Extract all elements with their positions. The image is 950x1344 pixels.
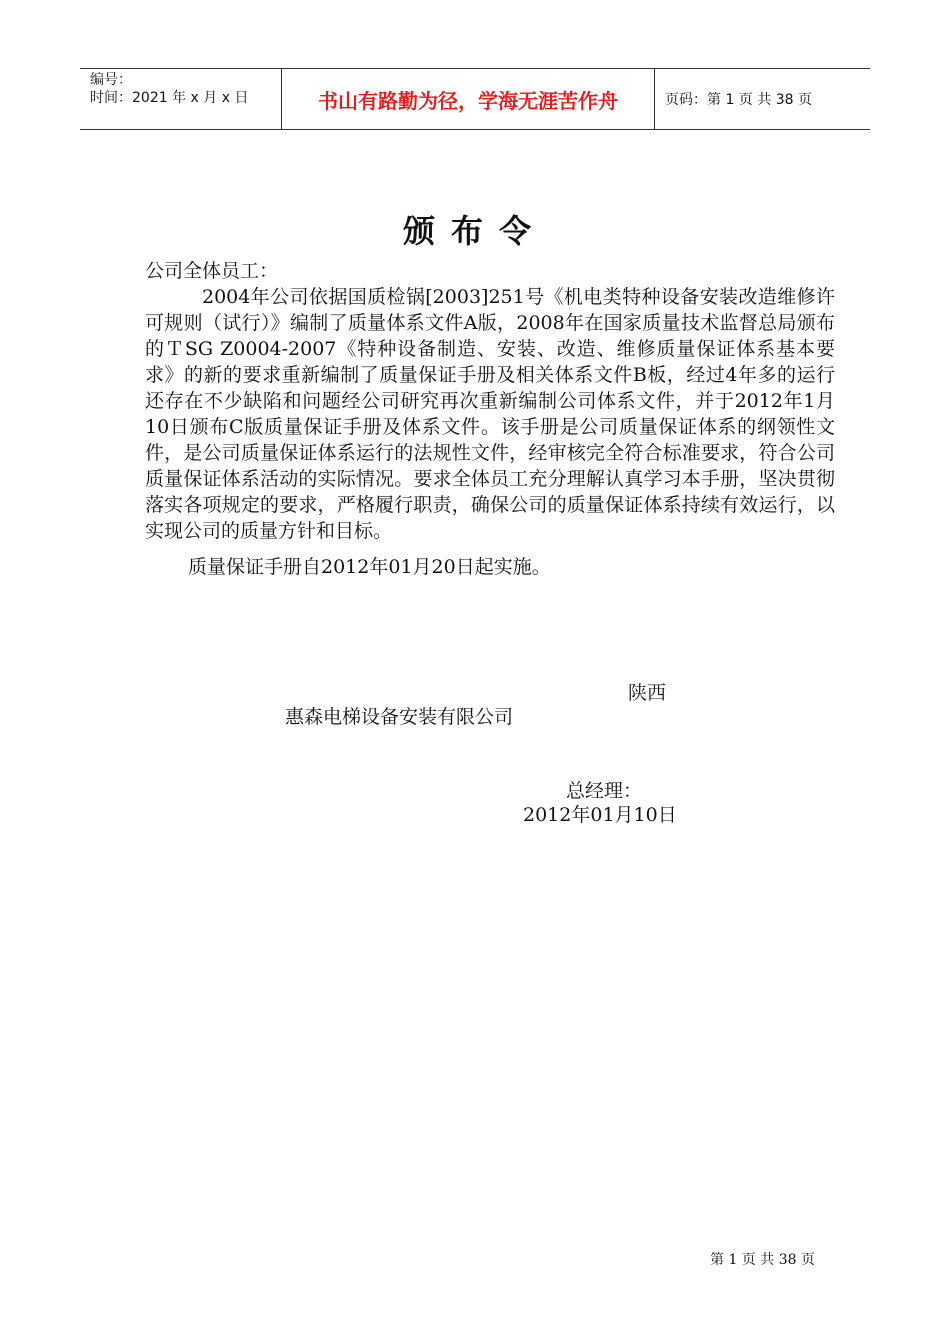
effective-date-line: 质量保证手册自2012年01月20日起实施。 <box>188 556 551 578</box>
header-motto: 书山有路勤为径，学海无涯苦作舟 <box>282 69 655 129</box>
document-title: 颁布令 <box>402 212 547 250</box>
page-footer: 第 1 页 共 38 页 <box>710 1252 815 1268</box>
document-number-label: 编号： <box>90 72 132 88</box>
signature-date: 2012年01月10日 <box>523 804 677 826</box>
signature-manager-label: 总经理： <box>566 780 643 802</box>
document-time-label: 时间：2021 年 x 月 x 日 <box>90 90 249 106</box>
header-page-info: 页码：第 1 页 共 38 页 <box>665 92 812 108</box>
page-header <box>80 68 870 130</box>
header-meta <box>80 69 282 129</box>
signature-province: 陕西 <box>628 682 667 704</box>
signature-company: 惠森电梯设备安装有限公司 <box>285 706 514 728</box>
salutation: 公司全体员工： <box>145 260 279 282</box>
body-paragraph: 2004年公司依据国质检锅[2003]251号《机电类特种设备安装改造维修许可规则（试行）》编制了质量体系文件A版，2008年在国家质量技术监督总局颁布的ＴSG Z0004-2007《特种设备制造、安装、改造、维修质量保证体系基本要求》的新的要求重新编制了质量保证手册及相关体系文件B板，经过4年多的运行还存在不少缺陷和问题经公司研究再次重新编制公司体系文件，并于2012年1月10日颁布C版质量保证手册及体系文件。该手册是公司质量保证体系的纲领性文件，是公司质量保证体系运行的法规性文件，经审核完全符合标准要求，符合公司质量保证体系活动的实际情况。要求全体员工充分理解认真学习本手册，坚决贯彻落实各项规定的要求，严格履行职责，确保公司的质量保证体系持续有效运行，以实现公司的质量方针和目标。 <box>145 286 835 542</box>
